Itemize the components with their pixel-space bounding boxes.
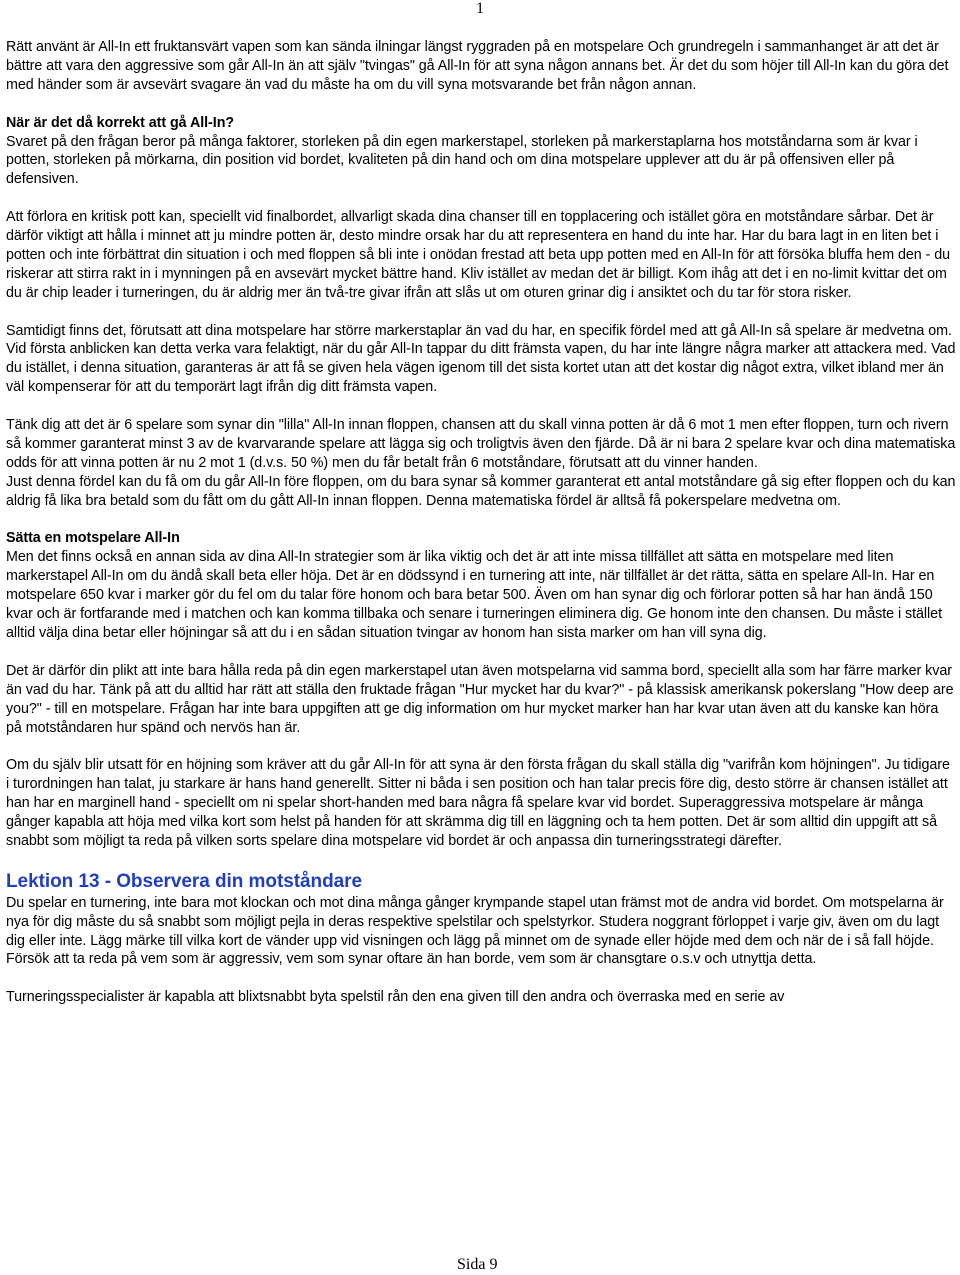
paragraph-gap: [6, 397, 956, 416]
paragraph-gap: [6, 737, 956, 756]
lesson-heading: Lektion 13 - Observera din motståndare: [6, 870, 363, 892]
paragraph-gap: [6, 969, 956, 988]
paragraph-duty: Det är därför din plikt att inte bara hålla reda på din egen markerstapel utan även motspelarna vid samma bord, speciellt alla som har färre marker kvar än vad du har. Tänk på att du alltid har rätt att ställa den fruktade frågan "Hur mycket har du kvar?" - på klassisk amerikansk pokerslang "How deep are you?" - till en motspelare. Frågan har inte bara uppgiften att ge dig information om hur mycket marker han har kvar utan även att du kanske kan höra på motståndaren hur spänd och nervös han är.: [6, 662, 954, 736]
paragraph-six-players: Tänk dig att det är 6 spelare som synar din "lilla" All-In innan floppen, chansen att du skall vinna potten är då 6 mot 1 men efter floppen, turn och rivern så kommer garanterat minst 3 av de kvarvarande spelare att lägga sig och troligtvis även den fjärde. Då är ni bara 2 spelare kvar och dina matematiska odds för att vinna potten är nu 2 mot 1 (d.v.s. 50 %) men du får betalt från 6 motståndare, förutsatt att du vinner handen.: [6, 417, 956, 471]
paragraph-facing-raise: Om du själv blir utsatt för en höjning som kräver att du går All-In för att syna är den första frågan du skall ställa dig "varifrån kom höjningen". Ju tidigare i turordningen han talat, ju starkare är hans hand generellt. Sitter ni båda i sen position och han talar precis före dig, desto större är chansen istället att han har en marginell hand - speciellt om ni spelar short-handen med bara några få spelare kvar vid bordet. Superaggressiva motspelare är många gånger kapabla att höja med vilka kort som helst på handen för att skrämma dig till en läggning och ta hem potten. Det är som alltid din uppgift att så snabbt som möjligt ta reda på vilken sorts spelare dina motspelare vid bordet är och anpassa din turneringsstrategi därefter.: [6, 757, 950, 849]
page-footer-label: Sida 9: [457, 1256, 498, 1273]
paragraph-observe: Du spelar en turnering, inte bara mot klockan och mot dina många gånger krympande stapel utan främst mot de andra vid bordet. Om motspelarna är nya för dig måste du så snabbt som möjligt pejla in deras respektive spelstilar och spelstyrkor. Studera noggrant förloppet i varje giv, även om du lagt dig eller inte. Lägg märke till vilka kort de vänder upp vid visningen och lägg på minnet om de synade eller höjde med dem och när de i så fall höjde. Försök att ta reda på vem som är aggressiv, vem som synar oftare än han borde, vem som är chansgtare o.s.v och utnyttja detta.: [6, 894, 944, 968]
paragraph-gap: [6, 643, 956, 662]
paragraph-gap: [6, 511, 956, 530]
paragraph-intro: Rätt använt är All-In ett fruktansvärt vapen som kan sända ilningar längst ryggraden på en motspelare Och grundregeln i sammanhanget är att det är bättre att vara den aggressive som går All-In än att själv "tvingas" gå All-In för att syna någon annans bet. Är det du som höjer till All-In kan du göra det med händer som är avsevärt svagare än vad du måste ha om du vill syna motsvarande bet från någon annan.: [6, 39, 949, 93]
paragraph-specialists: Turneringsspecialister är kapabla att blixtsnabbt byta spelstil rån den ena given till den andra och överraska med en serie av: [6, 989, 785, 1006]
document-body: [6, 38, 956, 1007]
paragraph-gap: [6, 851, 956, 870]
paragraph-gap: [6, 95, 956, 114]
paragraph-answer: Svaret på den frågan beror på många faktorer, storleken på din egen markerstapel, storleken på markerstaplarna hos motståndarna som är kvar i potten, storleken på mörkarna, din position vid bordet, kvaliteten på din hand och om dina motspelare upplever att du är på offensiven eller på defensiven.: [6, 133, 918, 188]
heading-when-all-in: När är det då korrekt att gå All-In?: [6, 114, 235, 131]
paragraph-gap: [6, 303, 956, 322]
paragraph-other-side: Men det finns också en annan sida av dina All-In strategier som är lika viktig och det är att inte missa tillfället att sätta en motspelare med liten markerstapel All-In om du ändå skall beta eller höja. Det är en dödssynd i en turnering att inte, när tillfället är det rätta, sätta en spelare All-In. Har en motspelare 650 kvar i marker gör du fel om du talar före honom och bara betar 500. Även om han synar dig och förlorar potten så har han ändå 150 kvar och är fortfarande med i matchen och kan komma tillbaka och senare i turneringen eliminera dig. Ge honom inte den chansen. Du måste i stället alltid välja dina betar eller höjningar så att du i en sådan situation tvingar av honom han sista marker om han vill syna dig.: [6, 549, 942, 642]
heading-put-opponent-all-in: Sätta en motspelare All-In: [6, 530, 180, 547]
page-number-top: 1: [476, 0, 484, 17]
paragraph-gap: [6, 189, 956, 208]
paragraph-advantage: Samtidigt finns det, förutsatt att dina motspelare har större markerstaplar än vad du har, en specifik fördel med att gå All-In så spelare är medvetna om. Vid första anblicken kan detta verka vara felaktigt, när du går All-In tappar du ditt främsta vapen, du har inte längre några marker att attackera med. Vad du istället, i denna situation, garanteras är att få se given hela vägen igenom till det sista kortet utan att det kostar dig något extra, vilket ibland mer än väl kompenserar för att du temporärt lagt ifrån dig ditt främsta vapen.: [6, 322, 956, 396]
paragraph-critical-pot: Att förlora en kritisk pott kan, speciellt vid finalbordet, allvarligt skada dina chanser till en topplacering och istället göra en motståndare sårbar. Det är därför viktigt att hålla i minnet att ju mindre potten är, desto mindre orsak har du att representera en hand du inte har. Har du bara lagt in en liten bet i potten och inte förbättrat din situation i och med floppen så bli inte i onödan frestad att beta upp potten med en All-In för att försöka bluffa hem den - du riskerar att stirra rakt in i mynningen på en avsevärt mycket bättre hand. Kliv istället av medan det är billigt. Kom ihåg att det i en no-limit kvittar det om du är chip leader i turneringen, du är aldrig mer än två-tre givar ifrån att slås ut om oturen grinar dig i ansiktet och du tar för stora risker.: [6, 209, 951, 301]
paragraph-preflop-advantage: Just denna fördel kan du få om du går All-In före floppen, om du bara synar så kommer garanterat ett antal motståndare gå sig efter floppen och du kan aldrig få lika bra betald som du fått om du gått All-In innan floppen. Denna matematiska fördel är alltså få pokerspelare medvetna om.: [6, 473, 956, 509]
